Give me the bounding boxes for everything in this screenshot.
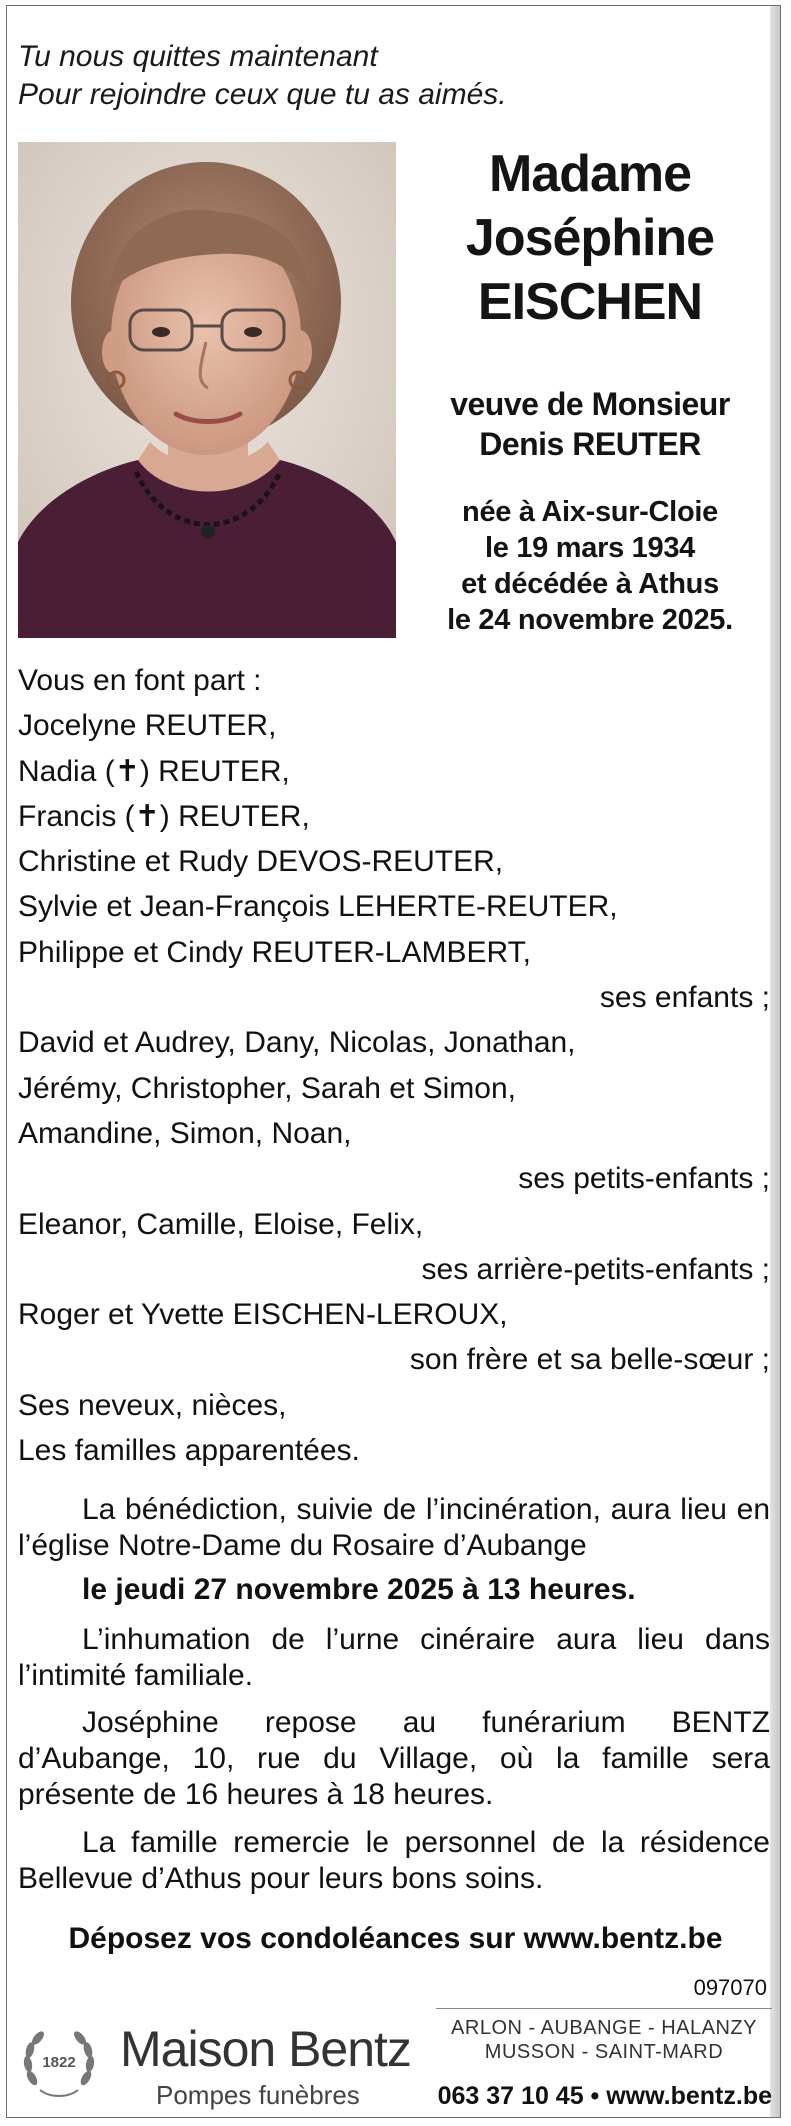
widow-line-2: Denis REUTER (479, 426, 701, 462)
poem-line-1: Tu nous quittes maintenant (18, 40, 378, 73)
announcement-row: David et Audrey, Dany, Nicolas, Jonathan, (18, 1026, 576, 1060)
widow-line-1: veuve de Monsieur (450, 386, 730, 422)
announcement-row: ses arrière-petits-enfants ; (421, 1252, 770, 1286)
ceremony-date: le jeudi 27 novembre 2025 à 13 heures. (82, 1573, 636, 1606)
deceased-title: Madame (488, 145, 692, 203)
contact-info: 063 37 10 45 • www.bentz.be (437, 2082, 772, 2110)
announcement-row: Nadia (✝) REUTER, (18, 754, 290, 788)
condolences-notice: Déposez vos condoléances sur www.bentz.be (68, 1922, 723, 1955)
announcement-row: Francis (✝) REUTER, (18, 799, 310, 833)
announcement-row: Amandine, Simon, Noan, (18, 1116, 352, 1150)
funerarium-text: Joséphine repose au funérarium BENTZ d’Aubange, 10, rue du Village, où la famille sera présente de 16 heures à 18 heures. (18, 1706, 770, 1811)
announcement-row: Eleanor, Camille, Eloise, Felix, (18, 1207, 424, 1241)
announcement-row: Philippe et Cindy REUTER-LAMBERT, (18, 935, 531, 969)
deceased-last-name: EISCHEN (477, 273, 703, 331)
seal-year: 1822 (42, 2054, 76, 2071)
announcement-row: Sylvie et Jean-François LEHERTE-REUTER, (18, 890, 618, 924)
announcement-row: ses petits-enfants ; (518, 1162, 770, 1196)
birth-date: le 19 mars 1934 (485, 532, 695, 564)
ceremony-paragraph (18, 1492, 770, 1564)
portrait-illustration (18, 142, 396, 638)
towns-line-1: ARLON - AUBANGE - HALANZY (451, 2017, 757, 2039)
laurel-seal-icon (18, 2020, 100, 2102)
announcement-row: ses enfants ; (599, 981, 770, 1015)
family-announcement-list (18, 658, 770, 1473)
life-dates (410, 494, 770, 638)
announcement-row: Vous en font part : (18, 664, 262, 697)
burial-paragraph (18, 1622, 770, 1694)
announcement-row: Jocelyne REUTER, (18, 709, 277, 743)
ceremony-text: La bénédiction, suivie de l’incinération, aura lieu en l’église Notre-Dame du Rosaire d’Aubange (18, 1493, 770, 1562)
branch-towns (436, 2016, 772, 2064)
announcement-row: son frère et sa belle-sœur ; (409, 1343, 770, 1377)
birth-place: née à Aix-sur-Cloie (462, 496, 718, 528)
announcement-row: Roger et Yvette EISCHEN-LEROUX, (18, 1298, 508, 1332)
death-date: le 24 novembre 2025. (447, 604, 733, 636)
funerarium-paragraph (18, 1705, 770, 1813)
poem-line-2: Pour rejoindre ceux que tu as aimés. (18, 78, 507, 111)
announcement-row: Ses neveux, nièces, (18, 1388, 287, 1422)
footer-divider (436, 2008, 772, 2009)
deceased-first-name: Joséphine (465, 209, 715, 267)
frame-edge-shadow (770, 6, 780, 2117)
brand-subtitle: Pompes funèbres (156, 2080, 360, 2110)
death-place: et décédée à Athus (461, 568, 719, 600)
announcement-row: Christine et Rudy DEVOS-REUTER, (18, 845, 504, 879)
poem (18, 38, 507, 114)
thanks-text: La famille remercie le personnel de la résidence Bellevue d’Athus pour leurs bons soins. (18, 1826, 770, 1895)
portrait-photo (18, 142, 396, 638)
announcement-row: Jérémy, Christopher, Sarah et Simon, (18, 1071, 516, 1105)
widow-of (410, 384, 770, 464)
reference-number: 097070 (693, 1975, 767, 2000)
announcement-row: Les familles apparentées. (18, 1434, 360, 1468)
thanks-paragraph (18, 1825, 770, 1897)
deceased-name (410, 142, 770, 334)
burial-text: L’inhumation de l’urne cinéraire aura lieu dans l’intimité familiale. (18, 1623, 770, 1692)
towns-line-2: MUSSON - SAINT-MARD (484, 2041, 724, 2063)
brand-name: Maison Bentz (120, 2021, 411, 2077)
